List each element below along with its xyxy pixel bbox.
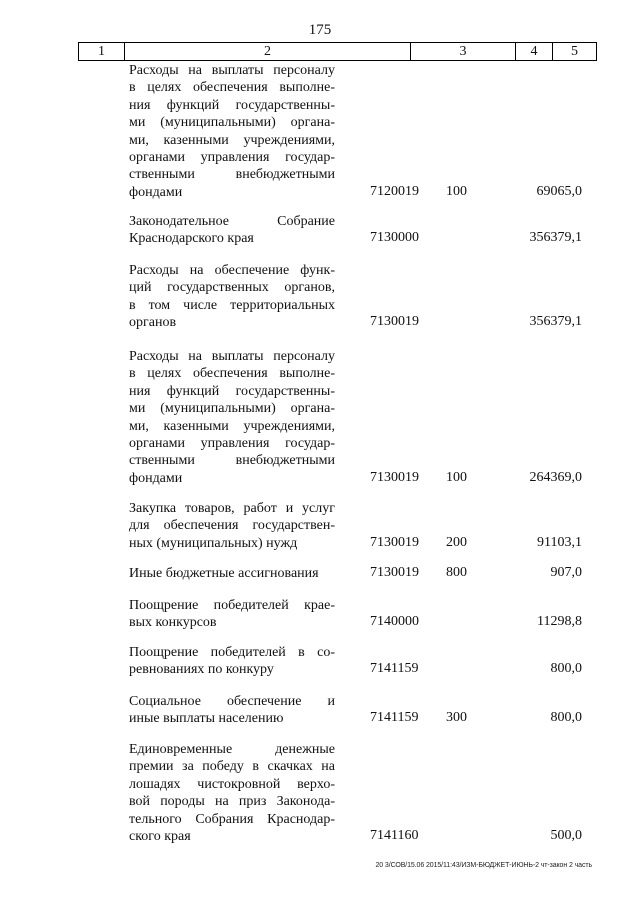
row-code: 7130000 (370, 230, 419, 246)
column-header-2: 2 (125, 43, 411, 60)
row-description (129, 348, 335, 487)
description-line: ственными внебюджетными (129, 453, 335, 469)
description-line: ных (муниципальных) нужд (129, 535, 298, 551)
description-line: ского края (129, 829, 191, 845)
row-expense-type: 800 (446, 565, 467, 580)
row-code: 7130019 (370, 469, 419, 485)
row-expense-type: 200 (446, 534, 467, 550)
row-code: 7130019 (370, 534, 419, 550)
description-line: органов (129, 315, 177, 331)
document-footer: 20 3/СОВ/15.06 2015/11:43/ИЗМ-БЮДЖЕТ-ИЮНЬ-2 чт-закон 2 часть (375, 862, 592, 869)
row-amount: 264369,0 (529, 469, 582, 485)
description-line: лошадях чистокровной верхо- (129, 776, 335, 792)
description-line: органами управления государ- (129, 150, 335, 166)
row-amount: 800,0 (550, 710, 582, 726)
description-line: Законодательное Собрание (129, 214, 335, 229)
description-line: Краснодарского края (129, 231, 254, 247)
column-header-1: 1 (79, 43, 125, 60)
description-line: ревнованиях по конкуру (129, 662, 274, 678)
description-line: ственными внебюджетными (129, 167, 335, 183)
description-line: Иные бюджетные ассигнования (129, 566, 319, 581)
row-description (129, 565, 335, 582)
description-line: Социальное обеспечение и (129, 694, 335, 709)
row-code: 7141160 (370, 828, 419, 843)
row-expense-type: 300 (446, 710, 467, 726)
description-line: Закупка товаров, работ и услуг (129, 501, 335, 516)
row-description (129, 597, 335, 632)
description-line: тельного Собрания Краснодар- (129, 811, 335, 827)
row-expense-type: 100 (446, 183, 467, 199)
description-line: фондами (129, 470, 183, 486)
description-line: в том числе территориальных (129, 297, 335, 313)
row-description (129, 62, 335, 201)
row-amount: 69065,0 (536, 183, 582, 199)
row-amount: 11298,8 (537, 614, 582, 630)
row-amount: 356379,1 (529, 230, 582, 246)
row-description (129, 693, 335, 728)
row-description (129, 262, 335, 332)
description-line: в целях обеспечения выполне- (129, 366, 335, 382)
description-line: ния функций государственны- (129, 383, 335, 399)
description-line: премии за победу в скачках на (129, 759, 335, 775)
row-code: 7130019 (370, 314, 419, 330)
description-line: ми (муниципальными) органа- (129, 401, 335, 417)
row-amount: 907,0 (550, 565, 582, 580)
description-line: вой породы на приз Законода- (129, 794, 335, 810)
description-line: Единовременные денежные (129, 742, 335, 757)
row-code: 7141159 (370, 661, 419, 677)
row-description (129, 741, 335, 845)
description-line: ния функций государственны- (129, 97, 335, 113)
description-line: Расходы на выплаты персоналу (129, 349, 335, 364)
description-line: Расходы на выплаты персоналу (129, 63, 335, 78)
description-line: ми (муниципальными) органа- (129, 115, 335, 131)
description-line: ми, казенными учреждениями, (129, 418, 335, 434)
description-line: Поощрение победителей в со- (129, 645, 335, 660)
description-line: иные выплаты населению (129, 711, 284, 727)
row-amount: 800,0 (550, 661, 582, 677)
description-line: ций государственных органов, (129, 280, 335, 296)
row-description (129, 644, 335, 679)
row-description (129, 213, 335, 248)
row-amount: 356379,1 (529, 314, 582, 330)
description-line: ми, казенными учреждениями, (129, 132, 335, 148)
column-header-3: 3 (411, 43, 516, 60)
row-code: 7120019 (370, 183, 419, 199)
description-line: Расходы на обеспечение функ- (129, 263, 335, 278)
row-description (129, 500, 335, 552)
page-number: 175 (308, 22, 332, 38)
description-line: вых конкурсов (129, 615, 217, 631)
description-line: органами управления государ- (129, 436, 335, 452)
row-amount: 91103,1 (537, 534, 582, 550)
description-line: Поощрение победителей крае- (129, 598, 335, 613)
row-code: 7141159 (370, 710, 419, 726)
description-line: фондами (129, 184, 183, 200)
table-header-row (78, 42, 597, 61)
row-expense-type: 100 (446, 469, 467, 485)
row-code: 7130019 (370, 565, 419, 580)
row-code: 7140000 (370, 614, 419, 630)
column-header-5: 5 (571, 44, 578, 59)
description-line: в целях обеспечения выполне- (129, 80, 335, 96)
description-line: для обеспечения государствен- (129, 518, 335, 534)
row-amount: 500,0 (550, 828, 582, 843)
column-header-4: 4 (516, 43, 553, 60)
